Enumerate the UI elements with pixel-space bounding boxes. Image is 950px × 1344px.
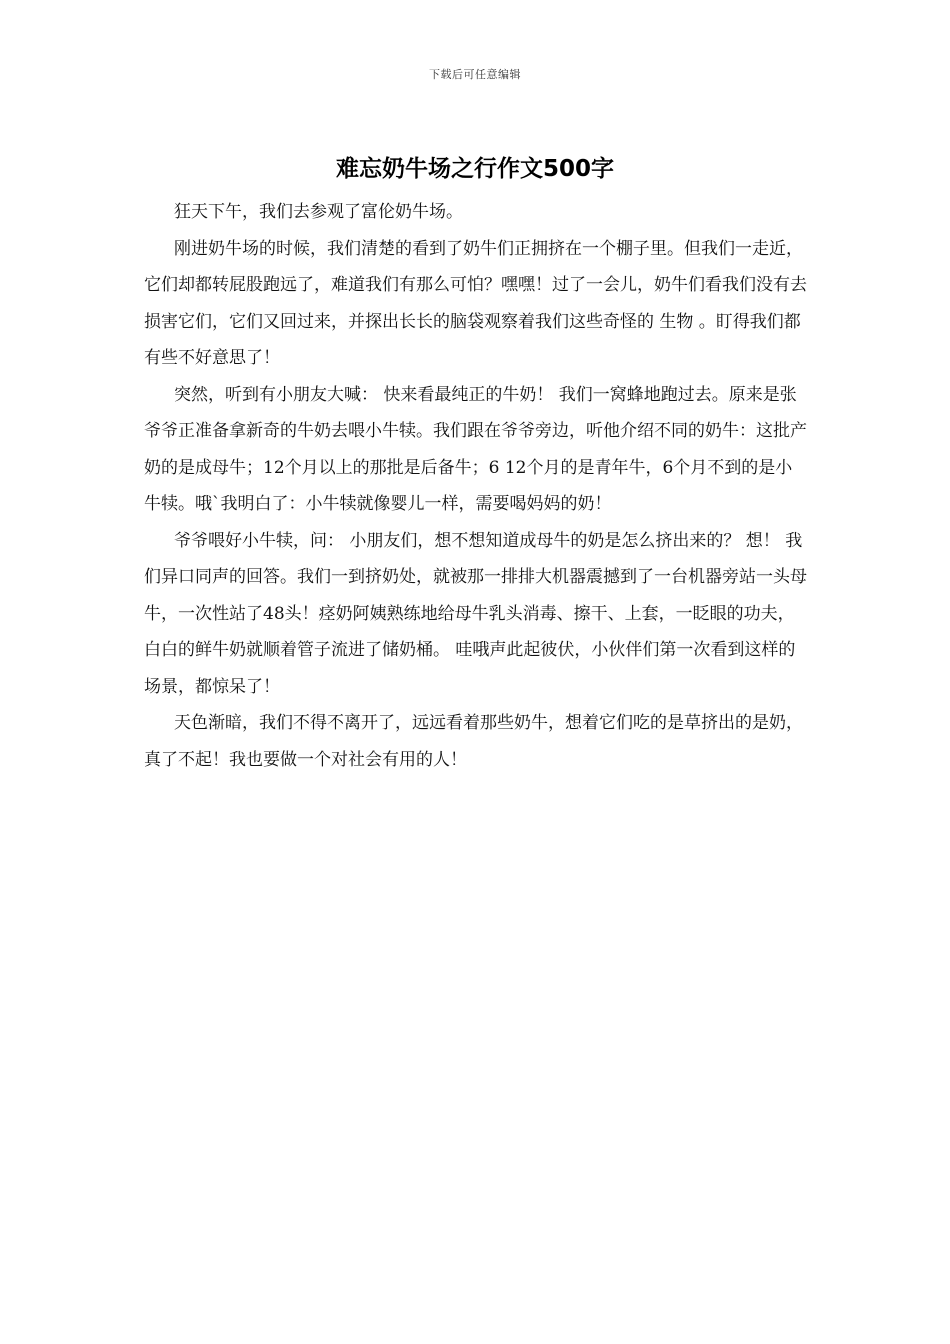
essay-title: 难忘奶牛场之行作文500字 [335, 156, 614, 182]
header-note: 下载后可任意编辑 [429, 68, 521, 81]
essay-body [144, 194, 809, 778]
paragraph: 天色渐暗，我们不得不离开了，远远看着那些奶牛，想着它们吃的是草挤出的是奶，真了不起！我也要做一个对社会有用的人！ [144, 713, 803, 770]
paragraph: 突然，听到有小朋友大喊： 快来看最纯正的牛奶！ 我们一窝蜂地跑过去。原来是张爷爷正准备拿新奇的牛奶去喂小牛犊。我们跟在爷爷旁边，听他介绍不同的奶牛：这批产奶的是成母牛；12个月以上的那批是后备牛；6 12个月的是青年牛，6个月不到的是小牛犊。哦`我明白了：小牛犊就像婴儿一样，需要喝妈妈的奶！ [144, 384, 807, 514]
paragraph: 狂天下午，我们去参观了富伦奶牛场。 [174, 202, 463, 222]
paragraph: 刚进奶牛场的时候，我们清楚的看到了奶牛们正拥挤在一个棚子里。但我们一走近，它们却都转屁股跑远了，难道我们有那么可怕？嘿嘿！过了一会儿，奶牛们看我们没有去损害它们，它们又回过来，并探出长长的脑袋观察着我们这些奇怪的 生物 。盯得我们都有些不好意思了！ [144, 238, 807, 368]
paragraph: 爷爷喂好小牛犊，问： 小朋友们，想不想知道成母牛的奶是怎么挤出来的？ 想！ 我们异口同声的回答。我们一到挤奶处，就被那一排排大机器震撼到了一台机器旁站一头母牛，一次性站了48头！痉奶阿姨熟练地给母牛乳头消毒、擦干、上套，一眨眼的功夫，白白的鲜牛奶就顺着管子流进了储奶桶。 哇哦声此起彼伏，小伙伴们第一次看到这样的场景，都惊呆了！ [144, 530, 807, 697]
